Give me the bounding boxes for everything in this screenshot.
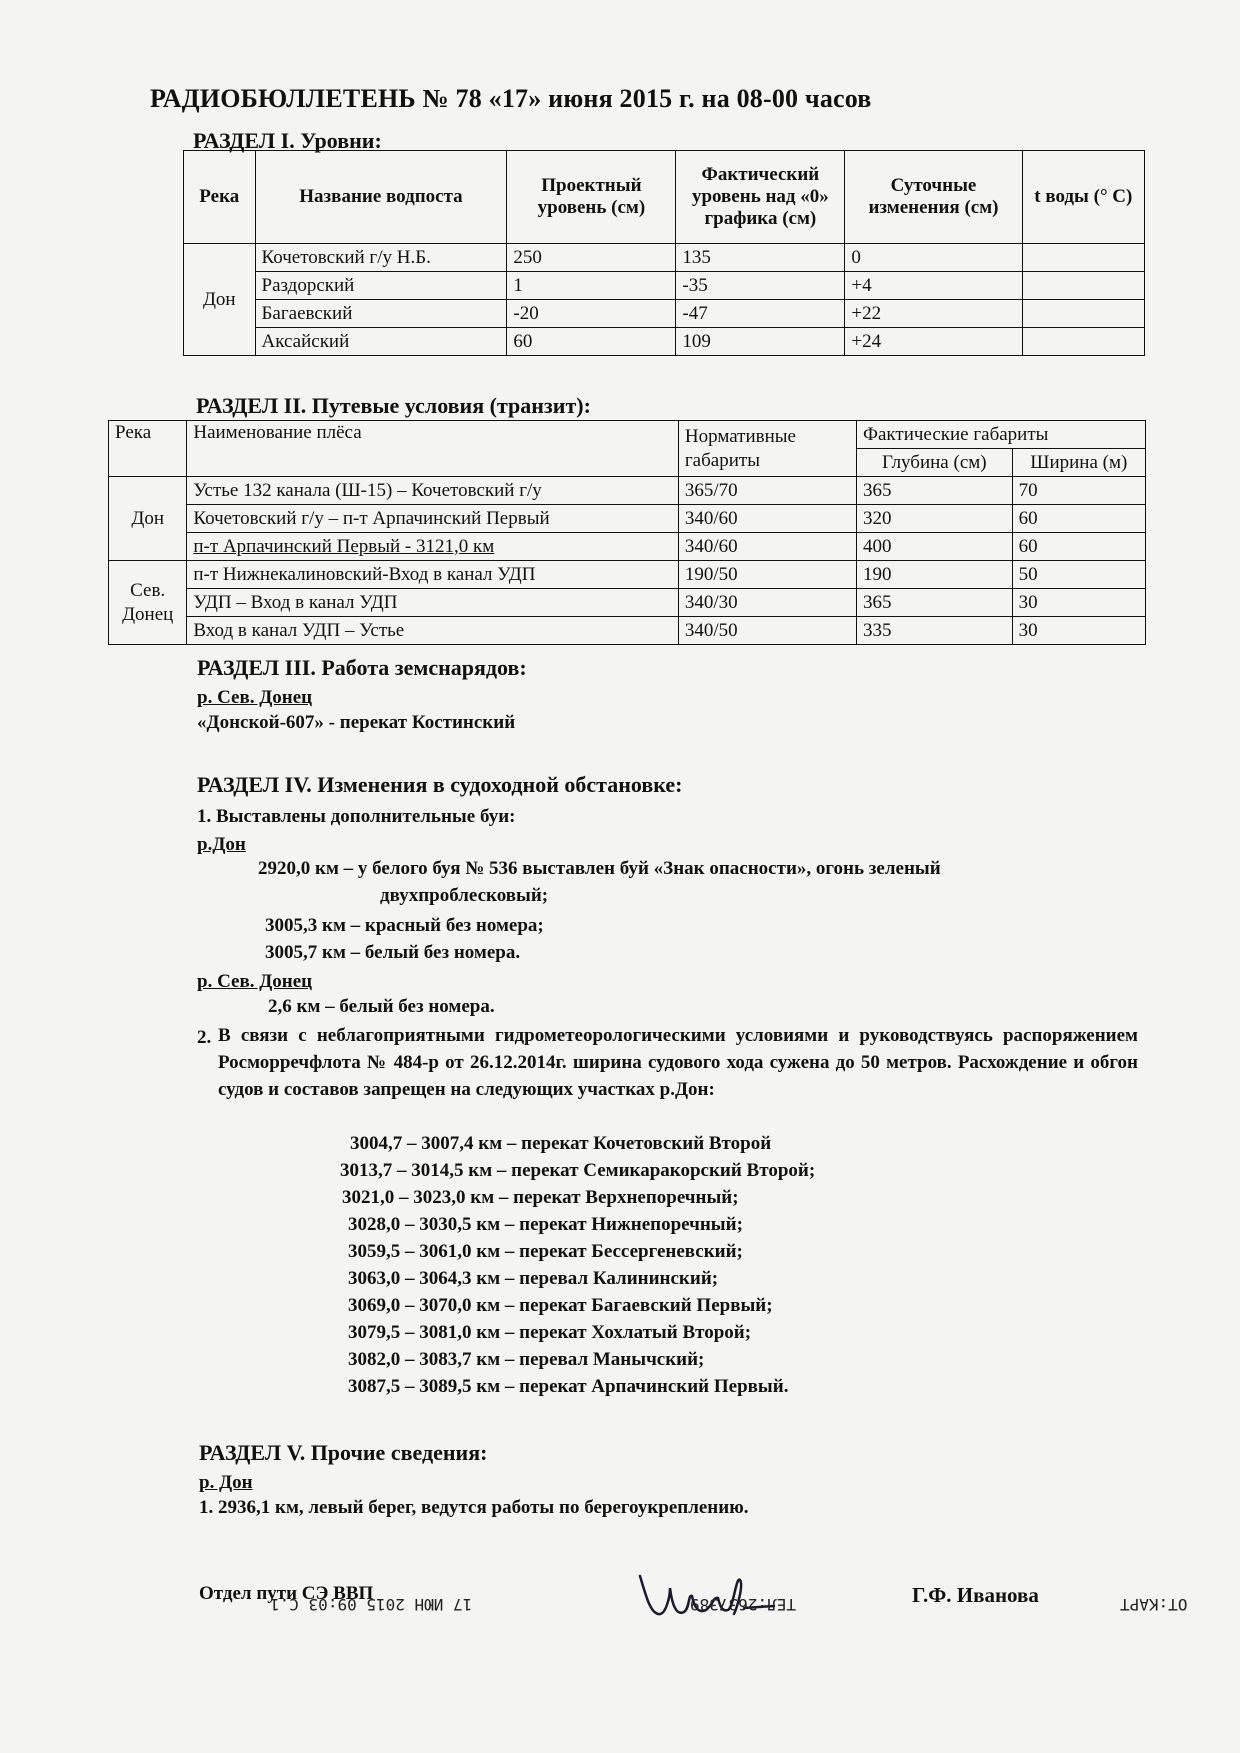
section5-heading: РАЗДЕЛ V. Прочие сведения: (199, 1440, 488, 1465)
item2-paragraph: В связи с неблагоприятными гидрометеорологическими условиями и руководствуясь распоряжением Росморречфлота № 484-р от 26.12.2014г. ширина судового хода сужена до 50 метров. Расхождение и обгон судов и составов запрещен на следующих участках р.Дон: (218, 1025, 1138, 1100)
river-cell: Дон (184, 244, 256, 356)
width-cell: 60 (1012, 505, 1145, 533)
change-cell: 0 (845, 244, 1022, 272)
item2-number: 2. (197, 1027, 212, 1048)
section4-river1: р.Дон (197, 834, 246, 855)
width-cell: 30 (1012, 617, 1145, 645)
project-cell: 1 (507, 272, 676, 300)
reach-cell: п-т Арпачинский Первый - 3121,0 км (187, 533, 679, 561)
table-row (109, 533, 1146, 561)
table-row (184, 244, 1145, 272)
document-title: РАДИОБЮЛЛЕТЕНЬ № 78 «17» июня 2015 г. на 08-00 часов (150, 84, 872, 113)
table-row (184, 300, 1145, 328)
list-item: 3004,7 – 3007,4 км – перекат Кочетовский Второй (350, 1133, 772, 1154)
col-actual-level: Фактический уровень над «0» графика (см) (676, 151, 845, 244)
actual-cell: -47 (676, 300, 845, 328)
list-item: 3063,0 – 3064,3 км – перевал Калининский; (348, 1268, 719, 1289)
table-row (109, 617, 1146, 645)
norm-cell: 340/30 (678, 589, 856, 617)
fax-footer-tel: ТЕЛ:2637389 (690, 1595, 796, 1614)
section3-heading: РАЗДЕЛ III. Работа земснарядов: (197, 655, 527, 680)
table-row (109, 561, 1146, 589)
depth-cell: 335 (856, 617, 1012, 645)
river-cell: Сев. Донец (109, 561, 187, 645)
change-cell: +4 (845, 272, 1022, 300)
table-row (109, 589, 1146, 617)
temp-cell (1022, 272, 1144, 300)
buoy-line: 2920,0 км – у белого буя № 536 выставлен буй «Знак опасности», огонь зеленый (258, 858, 941, 879)
project-cell: -20 (507, 300, 676, 328)
temp-cell (1022, 328, 1144, 356)
actual-cell: 109 (676, 328, 845, 356)
section3-river: р. Сев. Донец (197, 687, 313, 708)
station-cell: Кочетовский г/у Н.Б. (255, 244, 507, 272)
levels-table-header (184, 151, 1145, 244)
norm-cell: 340/60 (678, 533, 856, 561)
buoy-line: двухпроблесковый; (380, 885, 549, 906)
reach-cell: Устье 132 канала (Ш-15) – Кочетовский г/у (187, 477, 679, 505)
depth-cell: 400 (856, 533, 1012, 561)
list-item: 3028,0 – 3030,5 км – перекат Нижнепоречный; (348, 1214, 743, 1235)
project-cell: 60 (507, 328, 676, 356)
section5-item: 1. 2936,1 км, левый берег, ведутся работы по берегоукреплению. (199, 1497, 749, 1518)
list-item: 3082,0 – 3083,7 км – перевал Манычский; (348, 1349, 705, 1370)
col-water-temp: t воды (° С) (1022, 151, 1144, 244)
depth-cell: 365 (856, 589, 1012, 617)
col-river: Река (109, 421, 187, 477)
col-river: Река (184, 151, 256, 244)
section4-item1: 1. Выставлены дополнительные буи: (197, 806, 516, 827)
list-item: 3021,0 – 3023,0 км – перекат Верхнепоречный; (342, 1187, 739, 1208)
temp-cell (1022, 244, 1144, 272)
fax-footer-date: 17 ИЮН 2015 09:03 С.1 (270, 1595, 473, 1614)
width-cell: 60 (1012, 533, 1145, 561)
col-daily-change: Суточные изменения (см) (845, 151, 1022, 244)
list-item: 3087,5 – 3089,5 км – перекат Арпачинский Первый. (348, 1376, 789, 1397)
width-cell: 30 (1012, 589, 1145, 617)
list-item: 3069,0 – 3070,0 км – перекат Багаевский Первый; (348, 1295, 773, 1316)
department-name: Отдел пути СЭ ВВП (199, 1583, 374, 1604)
width-cell: 70 (1012, 477, 1145, 505)
col-width: Ширина (м) (1012, 449, 1145, 477)
station-cell: Багаевский (255, 300, 507, 328)
section2-heading: РАЗДЕЛ II. Путевые условия (транзит): (196, 393, 591, 418)
levels-table (183, 150, 1145, 356)
buoy-line: 3005,3 км – красный без номера; (265, 915, 544, 936)
buoy-line: 2,6 км – белый без номера. (268, 996, 495, 1017)
col-depth: Глубина (см) (856, 449, 1012, 477)
buoy-line: 3005,7 км – белый без номера. (265, 942, 521, 963)
depth-cell: 365 (856, 477, 1012, 505)
col-reach-name: Наименование плёса (187, 421, 679, 477)
norm-cell: 365/70 (678, 477, 856, 505)
signer-name: Г.Ф. Иванова (912, 1583, 1039, 1607)
river-cell: Дон (109, 477, 187, 561)
transit-table (108, 420, 1146, 645)
section3-item: «Донской-607» - перекат Костинский (197, 712, 516, 733)
actual-cell: 135 (676, 244, 845, 272)
list-item: 3079,5 – 3081,0 км – перекат Хохлатый Второй; (348, 1322, 752, 1343)
col-actual: Фактические габариты (856, 421, 1145, 449)
temp-cell (1022, 300, 1144, 328)
table-row (184, 328, 1145, 356)
col-station: Название водпоста (255, 151, 507, 244)
reach-cell: п-т Нижнекалиновский-Вход в канал УДП (187, 561, 679, 589)
depth-cell: 320 (856, 505, 1012, 533)
norm-cell: 340/60 (678, 505, 856, 533)
actual-cell: -35 (676, 272, 845, 300)
project-cell: 250 (507, 244, 676, 272)
section5-river: р. Дон (199, 1472, 253, 1493)
section4-river2: р. Сев. Донец (197, 971, 313, 992)
section4-heading: РАЗДЕЛ IV. Изменения в судоходной обстановке: (197, 772, 683, 797)
table-row (109, 505, 1146, 533)
reach-cell: Вход в канал УДП – Устье (187, 617, 679, 645)
station-cell: Аксайский (255, 328, 507, 356)
norm-cell: 340/50 (678, 617, 856, 645)
norm-cell: 190/50 (678, 561, 856, 589)
list-item: 3059,5 – 3061,0 км – перекат Бессергеневский; (348, 1241, 743, 1262)
change-cell: +22 (845, 300, 1022, 328)
col-project-level: Проектный уровень (см) (507, 151, 676, 244)
depth-cell: 190 (856, 561, 1012, 589)
list-item: 3013,7 – 3014,5 км – перекат Семикаракорский Второй; (340, 1160, 816, 1181)
section1-heading: РАЗДЕЛ I. Уровни: (193, 128, 382, 153)
col-norm: Нормативные габариты (678, 421, 856, 477)
table-row (109, 477, 1146, 505)
width-cell: 50 (1012, 561, 1145, 589)
transit-table-header (109, 421, 1146, 449)
change-cell: +24 (845, 328, 1022, 356)
table-row (184, 272, 1145, 300)
reach-cell: УДП – Вход в канал УДП (187, 589, 679, 617)
reach-cell: Кочетовский г/у – п-т Арпачинский Первый (187, 505, 679, 533)
fax-footer-from: ОТ:КАРТ (1120, 1595, 1188, 1614)
station-cell: Раздорский (255, 272, 507, 300)
